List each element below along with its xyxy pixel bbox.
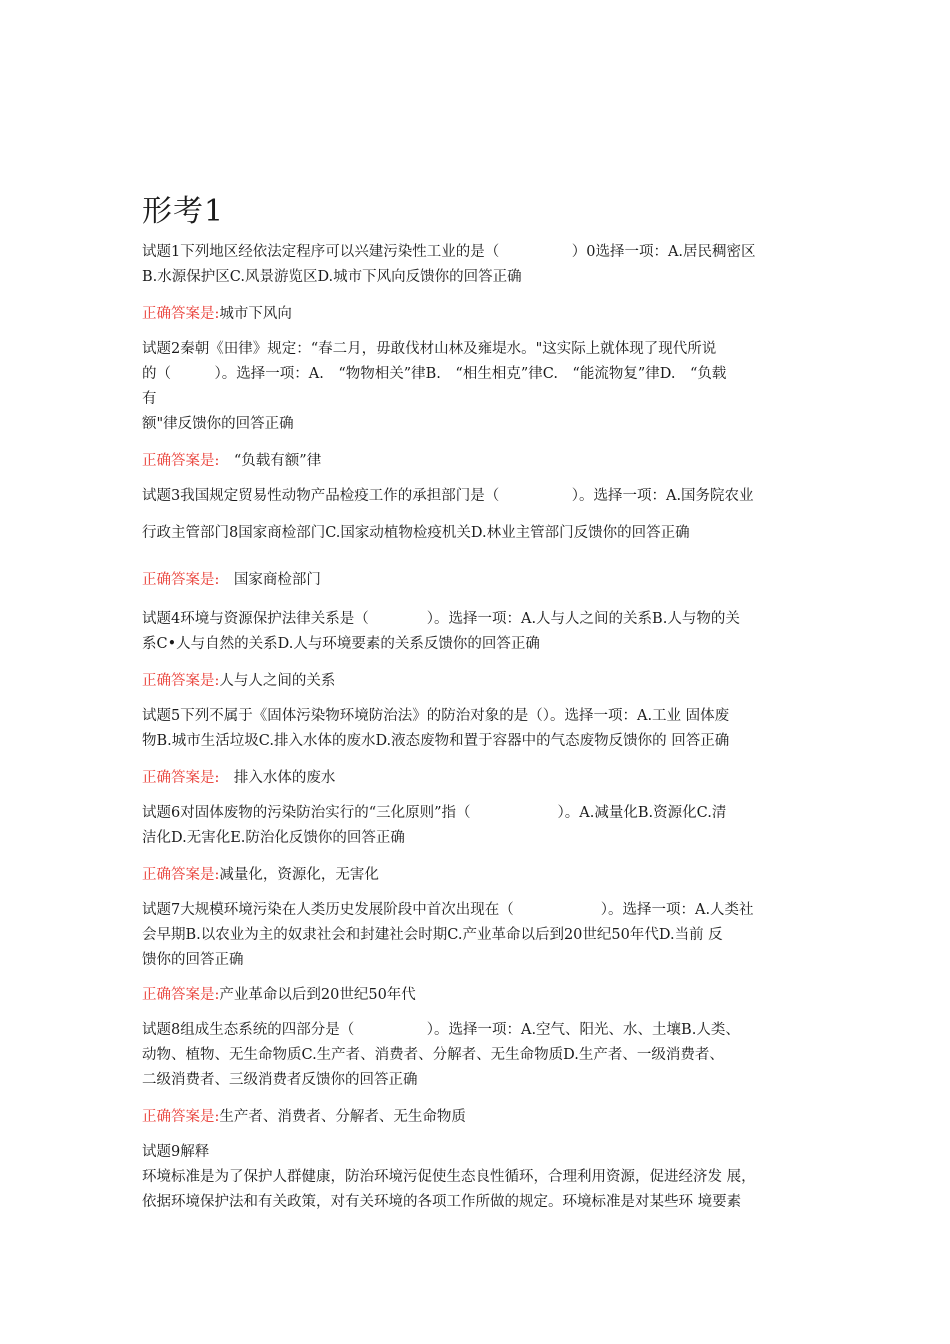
answer-label: 正确答案是: [142,572,220,588]
answer-label: 正确答案是: [142,987,220,1003]
question-2-line-3: 有 [142,391,157,407]
question-9-line-3: 依据环境保护法和有关政策，对有关环境的各项工作所做的规定。环境标准是对某些环 境要素 [142,1194,742,1210]
question-9-line-2: 环境标准是为了保护人群健康，防治环境污促使生态良性循环，合理利用资源，促进经济发 展， [142,1169,756,1185]
answer-label: 正确答案是: [142,453,220,469]
question-2-line-1: 试题2秦朝《田律》规定：“春二月，毋敢伐材山林及雍堤水。"这实际上就体现了现代所说 [142,341,717,357]
question-7 [142,898,810,973]
question-8-line-2: 动物、植物、无生命物质C.生产者、消费者、分解者、无生命物质D.生产者、一级消费者、 [142,1047,724,1063]
question-8-line-1: 试题8组成生态系统的四部分是（ ）。选择一项：A.空气、阳光、水、土壤B.人类、 [142,1022,740,1038]
answer-3 [142,568,810,593]
answer-label: 正确答案是: [142,770,220,786]
question-5 [142,704,810,754]
answer-6-text: 减量化，资源化，无害化 [219,867,379,883]
answer-4-text: 人与人之间的关系 [219,673,336,689]
question-4-line-2: 系C•人与自然的关系D.人与环境要素的关系反馈你的回答正确 [142,636,540,652]
question-2 [142,337,810,437]
question-1-line-2: B.水源保护区C.风景游览区D.城市下风向反馈你的回答正确 [142,269,522,285]
question-2-line-4: 额"律反馈你的回答正确 [142,416,294,432]
question-9-line-1: 试题9解释 [142,1144,210,1160]
question-4 [142,607,810,657]
question-9 [142,1140,810,1215]
answer-label: 正确答案是: [142,306,220,322]
question-3-line-2: 行政主管部门8国家商检部门C.国家动植物检疫机关D.林业主管部门反馈你的回答正确 [142,525,690,541]
answer-5 [142,766,810,791]
document-title: 形考1 [142,194,225,229]
question-3 [142,484,810,546]
question-2-line-2: 的（ ）。选择一项：A. “物物相关”律B. “相生相克”律C. “能流物复”律D. “负载 [142,366,727,382]
answer-7-text: 产业革命以后到20世纪50年代 [219,987,416,1003]
question-7-line-2: 会早期B.以农业为主的奴隶社会和封建社会时期C.产业革命以后到20世纪50年代D.当前 反 [142,927,723,943]
answer-label: 正确答案是: [142,673,220,689]
answer-8 [142,1105,810,1130]
question-7-line-1: 试题7大规模环境污染在人类历史发展阶段中首次出现在（ ）。选择一项：A.人类社 [142,902,754,918]
answer-3-text: 国家商检部门 [219,572,321,588]
answer-5-text: 排入水体的废水 [219,770,336,786]
answer-1 [142,302,810,327]
question-6-line-2: 洁化D.无害化E.防治化反馈你的回答正确 [142,830,405,846]
answer-6 [142,863,810,888]
answer-label: 正确答案是: [142,867,220,883]
answer-8-text: 生产者、消费者、分解者、无生命物质 [219,1109,466,1125]
question-1-line-1: 试题1下列地区经依法定程序可以兴建污染性工业的是（ ）0选择一项：A.居民稠密区 [142,244,756,260]
answer-1-text: 城市下风向 [219,306,292,322]
question-6 [142,801,810,851]
question-1 [142,240,810,290]
question-6-line-1: 试题6对固体废物的污染防治实行的“三化原则”指（ ）。A.减量化B.资源化C.清 [142,805,727,821]
question-8 [142,1018,810,1093]
answer-4 [142,669,810,694]
question-8-line-3: 二级消费者、三级消费者反馈你的回答正确 [142,1072,418,1088]
question-5-line-1: 试题5下列不属于《固体污染物环境防治法》的防治对象的是（）。选择一项：A.工业 固体废 [142,708,730,724]
question-4-line-1: 试题4环境与资源保护法律关系是（ ）。选择一项：A.人与人之间的关系B.人与物的关 [142,611,740,627]
answer-2 [142,449,810,474]
question-7-line-3: 馈你的回答正确 [142,952,244,968]
answer-7 [142,983,810,1008]
answer-label: 正确答案是: [142,1109,220,1125]
question-5-line-2: 物B.城市生活垃圾C.排入水体的废水D.液态废物和置于容器中的气态废物反馈你的 回答正确 [142,733,730,749]
document-page [142,190,810,1215]
question-3-line-1: 试题3我国规定贸易性动物产品检疫工作的承担部门是（ ）。选择一项：A.国务院农业 [142,488,754,504]
answer-2-text: “负载有额”律 [219,453,322,469]
